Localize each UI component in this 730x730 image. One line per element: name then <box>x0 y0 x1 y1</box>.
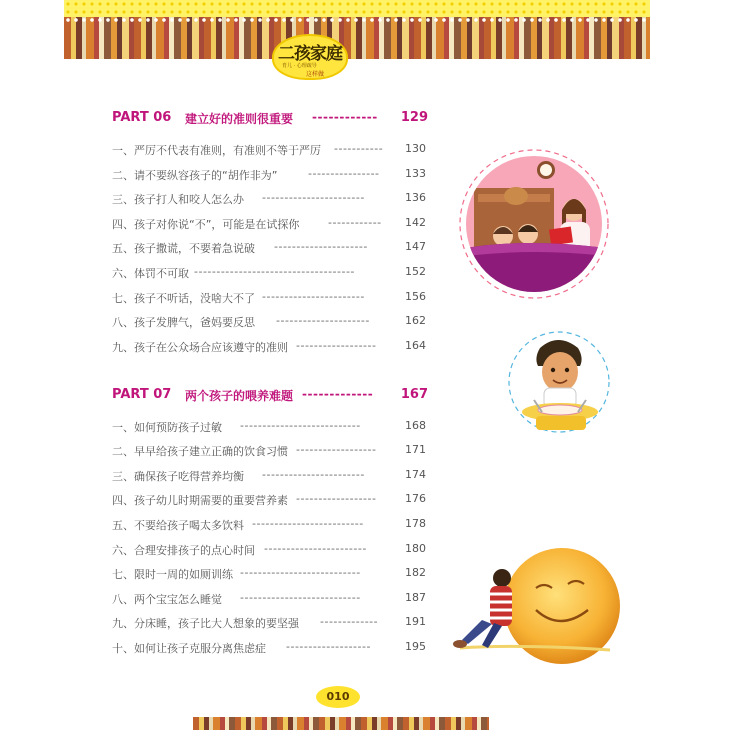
logo-title: 二孩家庭 <box>278 44 342 64</box>
toc-entry[interactable] <box>112 290 426 306</box>
entry-title: 三、确保孩子吃得营养均衡 <box>112 470 244 483</box>
toc-entry[interactable] <box>112 265 426 281</box>
entry-title: 十、如何让孩子克服分离焦虑症 <box>112 642 266 655</box>
toc-entry[interactable] <box>112 142 426 158</box>
leader-dashes: ------------ <box>312 110 378 124</box>
top-striped-band <box>64 17 650 59</box>
entry-page: 187 <box>405 591 426 604</box>
entry-page: 156 <box>405 290 426 303</box>
toc-entry[interactable] <box>112 216 426 232</box>
entry-page: 174 <box>405 468 426 481</box>
toc-entry[interactable] <box>112 615 426 631</box>
entry-title: 二、请不要纵容孩子的“胡作非为” <box>112 169 278 182</box>
toc-entry[interactable] <box>112 468 426 484</box>
entry-page: 162 <box>405 314 426 327</box>
entry-title: 五、不要给孩子喝太多饮料 <box>112 519 244 532</box>
leader-dashes: ----------- <box>334 142 384 155</box>
logo-tagline: 这样做 <box>306 71 325 78</box>
part-title: 两个孩子的喂养难题 <box>185 389 294 403</box>
toc-entry[interactable] <box>112 640 426 656</box>
toc-entry[interactable] <box>112 566 426 582</box>
entry-page: 136 <box>405 191 426 204</box>
book-logo <box>272 34 348 80</box>
entry-title: 九、分床睡，孩子比大人想象的要坚强 <box>112 617 299 630</box>
toc-entry[interactable] <box>112 339 426 355</box>
toc-entry[interactable] <box>112 591 426 607</box>
entry-page: 168 <box>405 419 426 432</box>
entry-page: 147 <box>405 240 426 253</box>
entry-title: 七、孩子不听话，没啥大不了 <box>112 292 255 305</box>
leader-dashes: ---------------- <box>308 167 380 180</box>
leader-dashes: ----------------------- <box>264 542 367 555</box>
entry-title: 四、孩子对你说“不”，可能是在试探你 <box>112 218 300 231</box>
leader-dashes: --------------------- <box>276 314 370 327</box>
entry-title: 四、孩子幼儿时期需要的重要营养素 <box>112 494 288 507</box>
part-page: 167 <box>400 387 428 402</box>
entry-page: 164 <box>405 339 426 352</box>
part-page: 129 <box>400 110 428 125</box>
entry-page: 133 <box>405 167 426 180</box>
entry-page: 142 <box>405 216 426 229</box>
toc-entry[interactable] <box>112 492 426 508</box>
toc-entry[interactable] <box>112 167 426 183</box>
entry-page: 191 <box>405 615 426 628</box>
toc-entry[interactable] <box>112 191 426 207</box>
leader-dashes: ------------- <box>302 387 374 401</box>
entry-page: 130 <box>405 142 426 155</box>
leader-dashes: --------------------------- <box>240 591 361 604</box>
entry-title: 二、早早给孩子建立正确的饮食习惯 <box>112 445 288 458</box>
leader-dashes: ----------------------- <box>262 290 365 303</box>
entry-title: 九、孩子在公众场合应该遵守的准则 <box>112 341 288 354</box>
part-title: 建立好的准则很重要 <box>185 112 294 126</box>
bottom-striped-band <box>193 717 489 730</box>
leader-dashes: --------------------------- <box>240 566 361 579</box>
leader-dashes: --------------------------- <box>240 419 361 432</box>
toc-entry[interactable] <box>112 443 426 459</box>
part-label: PART 06 <box>112 110 172 125</box>
leader-dashes: ------------- <box>320 615 379 628</box>
leader-dashes: ------------------------------------ <box>194 265 355 278</box>
leader-dashes: --------------------- <box>274 240 368 253</box>
entry-page: 152 <box>405 265 426 278</box>
logo-subtitle: 育儿 · 心理疏导 <box>282 63 317 69</box>
boy-eating-illustration <box>504 330 614 438</box>
entry-page: 180 <box>405 542 426 555</box>
toc-entry[interactable] <box>112 314 426 330</box>
entry-title: 六、合理安排孩子的点心时间 <box>112 544 255 557</box>
entry-title: 五、孩子撒谎，不要着急说破 <box>112 242 255 255</box>
entry-page: 178 <box>405 517 426 530</box>
part-heading-06[interactable] <box>112 110 428 128</box>
leader-dashes: ------------------ <box>296 443 377 456</box>
entry-page: 182 <box>405 566 426 579</box>
entry-title: 八、孩子发脾气，爸妈要反思 <box>112 316 255 329</box>
top-dot-row <box>64 17 650 23</box>
entry-page: 195 <box>405 640 426 653</box>
entry-page: 176 <box>405 492 426 505</box>
entry-title: 八、两个宝宝怎么睡觉 <box>112 593 222 606</box>
toc-entry[interactable] <box>112 542 426 558</box>
leader-dashes: ----------------------- <box>262 191 365 204</box>
entry-title: 三、孩子打人和咬人怎么办 <box>112 193 244 206</box>
leader-dashes: ------------------------- <box>252 517 364 530</box>
entry-page: 171 <box>405 443 426 456</box>
entry-title: 六、体罚不可取 <box>112 267 189 280</box>
bedtime-story-illustration <box>456 148 612 300</box>
toc-entry[interactable] <box>112 240 426 256</box>
smiling-sun-illustration <box>440 548 630 690</box>
toc-entry[interactable] <box>112 419 426 435</box>
page-number: 010 <box>316 686 360 708</box>
part-label: PART 07 <box>112 387 172 402</box>
leader-dashes: ------------ <box>328 216 382 229</box>
top-dotted-band <box>64 0 650 17</box>
leader-dashes: ------------------- <box>286 640 371 653</box>
leader-dashes: ------------------ <box>296 339 377 352</box>
leader-dashes: ----------------------- <box>262 468 365 481</box>
leader-dashes: ------------------ <box>296 492 377 505</box>
entry-title: 七、限时一周的如厕训练 <box>112 568 233 581</box>
entry-title: 一、如何预防孩子过敏 <box>112 421 222 434</box>
part-heading-07[interactable] <box>112 387 428 405</box>
entry-title: 一、严厉不代表有准则，有准则不等于严厉 <box>112 144 321 157</box>
toc-entry[interactable] <box>112 517 426 533</box>
